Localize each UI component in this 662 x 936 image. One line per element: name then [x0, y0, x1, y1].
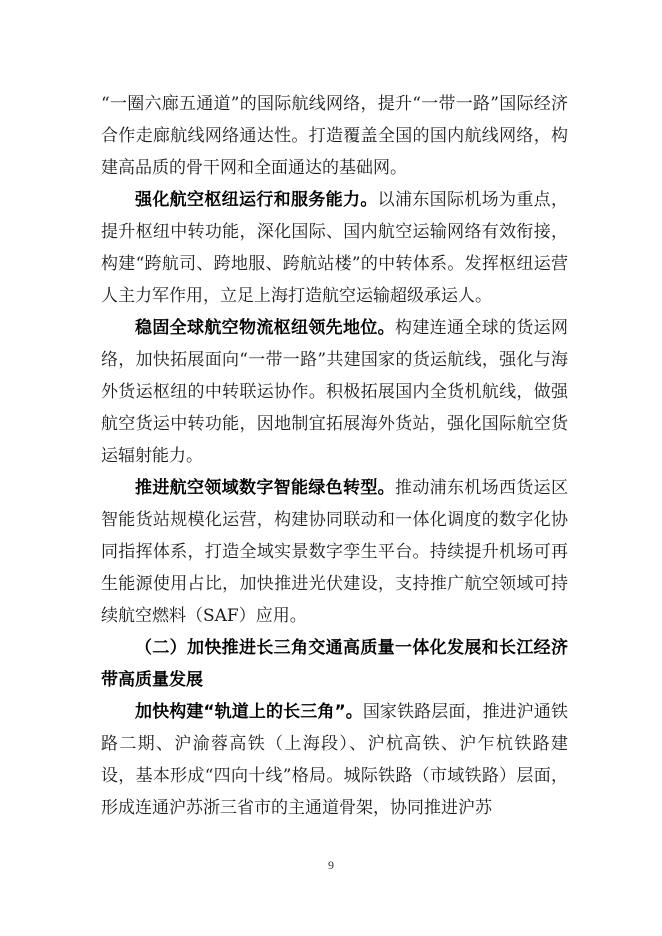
paragraph-logistics-hub [101, 312, 568, 472]
paragraph-lead-hub-operations: 强化航空枢纽运行和服务能力。 [135, 190, 378, 210]
paragraph-yangtze-rail [101, 696, 568, 824]
paragraph-hub-operations [101, 184, 568, 312]
paragraph-text: “一圈六廊五通道”的国际航线网络，提升“一带一路”国际经济合作走廊航线网络通达性。打造覆盖全国的国内航线网络，构建高品质的骨干网和全面通达的基础网。 [101, 94, 568, 178]
paragraph-text: 构建连通全球的货运网络，加快拓展面向“一带一路”共建国家的货运航线，强化与海外货运枢纽的中转联运协作。积极拓展国内全货机航线，做强航空货运中转功能，因地制宜拓展海外货站，强化国际航空货运辐射能力。 [101, 318, 568, 466]
page-number: 9 [328, 858, 334, 872]
paragraph-lead-logistics-hub: 稳固全球航空物流枢纽领先地位。 [135, 318, 395, 338]
paragraph-international-routes [101, 88, 568, 184]
paragraph-lead-yangtze-rail: 加快构建“轨道上的长三角”。 [135, 702, 363, 722]
section-heading: （二）加快推进长三角交通高质量一体化发展和长江经济带高质量发展 [101, 638, 568, 690]
paragraph-digital-green [101, 472, 568, 632]
paragraph-lead-digital-green: 推进航空领域数字智能绿色转型。 [135, 478, 395, 498]
paragraph-text: 国家铁路层面，推进沪通铁路二期、沪渝蓉高铁（上海段）、沪杭高铁、沪乍杭铁路建设，基本形成“四向十线”格局。城际铁路（市域铁路）层面，形成连通沪苏浙三省市的主通道骨架，协同推进沪苏 [101, 702, 568, 818]
paragraph-text: 推动浦东机场西货运区智能货站规模化运营，构建协同联动和一体化调度的数字化协同指挥体系，打造全域实景数字孪生平台。持续提升机场可再生能源使用占比，加快推进光伏建设，支持推广航空领域可持续航空燃料（SAF）应用。 [101, 478, 568, 626]
document-body [101, 88, 568, 824]
paragraph-text: 以浦东国际机场为重点，提升枢纽中转功能，深化国际、国内航空运输网络有效衔接，构建“跨航司、跨地服、跨航站楼”的中转体系。发挥枢纽运营人主力军作用，立足上海打造航空运输超级承运人。 [101, 190, 569, 306]
